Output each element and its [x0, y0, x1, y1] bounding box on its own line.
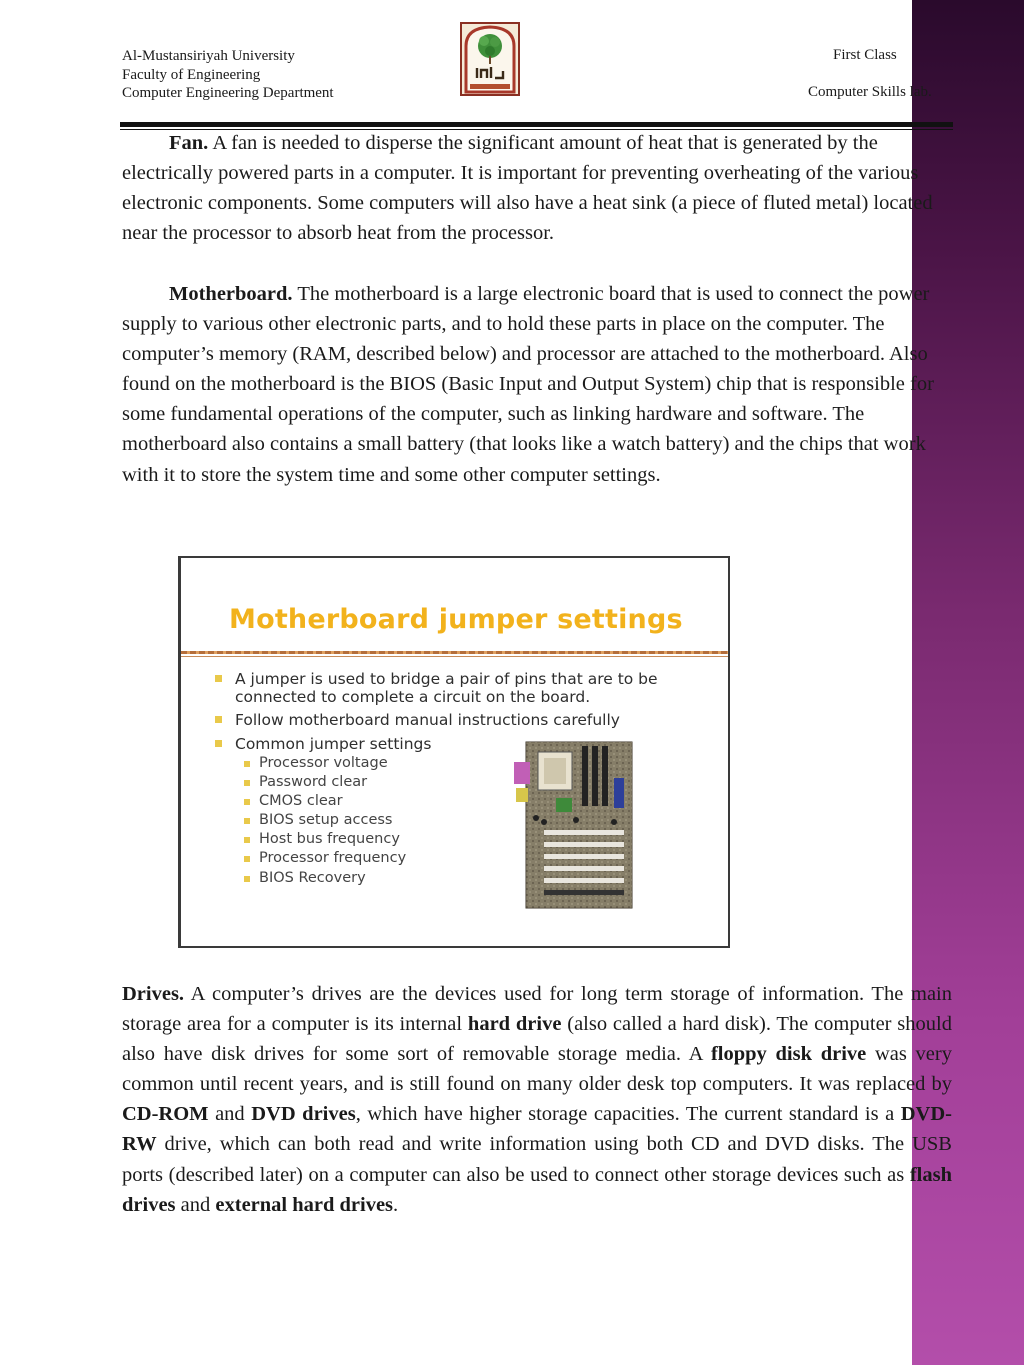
header-divider: [120, 122, 953, 127]
drives-text: , which have higher storage capacities. The current standard is a: [355, 1103, 901, 1126]
motherboard-paragraph: [122, 279, 942, 490]
institution-block: [122, 47, 334, 103]
slide-bullet: A jumper is used to bridge a pair of pins that are to be connected to complete a circuit on the board.: [235, 670, 675, 706]
drives-paragraph: [122, 979, 952, 1220]
fan-paragraph: [122, 128, 942, 248]
motherboard-photo-icon: [514, 738, 644, 913]
fan-text: A fan is needed to disperse the significant amount of heat that is generated by the electrically powered parts in a computer. It is important for preventing overheating of the various electronic components. Some computers will also have a heat sink (a piece of fluted metal) located near the processor to absorb heat from the processor.: [122, 132, 933, 245]
slide-bullet: Common jumper settings: [235, 735, 432, 753]
department-name: Computer Engineering Department: [122, 85, 334, 101]
drives-text: and: [208, 1103, 252, 1126]
drives-keyword: floppy disk drive: [710, 1043, 867, 1066]
motherboard-term: Motherboard.: [169, 283, 293, 305]
slide-sub-bullet: Processor voltage: [259, 755, 388, 771]
drives-text: A computer’s drives are the devices used for long term storage of information. The main storage area for a computer is its internal: [122, 983, 953, 1036]
fan-term: Fan.: [169, 132, 209, 154]
slide-sub-bullet: CMOS clear: [259, 793, 343, 809]
jumper-settings-slide-image: [178, 556, 730, 948]
drives-text: was very common until recent years, and is still found on many older desk top computers. It was replaced by: [122, 1043, 952, 1096]
drives-text: (also called a hard disk). The computer should also have disk drives for some sort of removable storage media. A: [122, 1013, 952, 1066]
drives-text: drive, which can both read and write information using both CD and DVD disks. The USB ports (described later) on a computer can also be used to connect other storage devices such as: [122, 1133, 952, 1186]
faculty-name: Faculty of Engineering: [122, 66, 261, 83]
drives-text: and: [175, 1193, 216, 1216]
slide-title: Motherboard jumper settings: [229, 604, 683, 635]
drives-keyword: DVD drives: [251, 1103, 356, 1126]
drives-text: .: [393, 1193, 399, 1216]
university-logo-icon: [460, 22, 520, 96]
drives-keyword: external hard drives: [215, 1193, 394, 1216]
drives-keyword: CD-ROM: [122, 1103, 209, 1126]
motherboard-text: The motherboard is a large electronic board that is used to connect the power supply to various other electronic parts, and to hold these parts in place on the computer. The computer’s memory (RAM, described below) and processor are attached to the motherboard. Also found on the motherboard is the BIOS (Basic Input and Output System) chip that is responsible for some fundamental operations of the computer, such as linking hardware and software. The motherboard also contains a small battery (that looks like a watch battery) and the chips that work with it to store the system time and some other computer settings.: [122, 283, 934, 486]
lab-label: Computer Skills lab.: [808, 84, 932, 100]
drives-keyword: hard drive: [467, 1013, 562, 1036]
slide-sub-bullet: Processor frequency: [259, 850, 407, 866]
drives-term: Drives.: [122, 983, 185, 1005]
slide-title-rule: [181, 651, 730, 654]
drives-keyword: flash drives: [122, 1163, 952, 1216]
slide-sub-bullet: Host bus frequency: [259, 831, 400, 847]
class-label: First Class: [833, 47, 897, 63]
slide-sub-bullet: Password clear: [259, 774, 368, 790]
university-name: Al-Mustansiriyah University: [122, 48, 295, 64]
slide-sub-bullet: BIOS setup access: [259, 812, 393, 828]
drives-keyword: DVD-RW: [122, 1103, 952, 1156]
page-header: [0, 0, 1024, 130]
slide-title-rule-thin: [181, 656, 730, 657]
slide-bullet: Follow motherboard manual instructions carefully: [235, 711, 695, 729]
slide-sub-bullet: BIOS Recovery: [259, 870, 366, 886]
